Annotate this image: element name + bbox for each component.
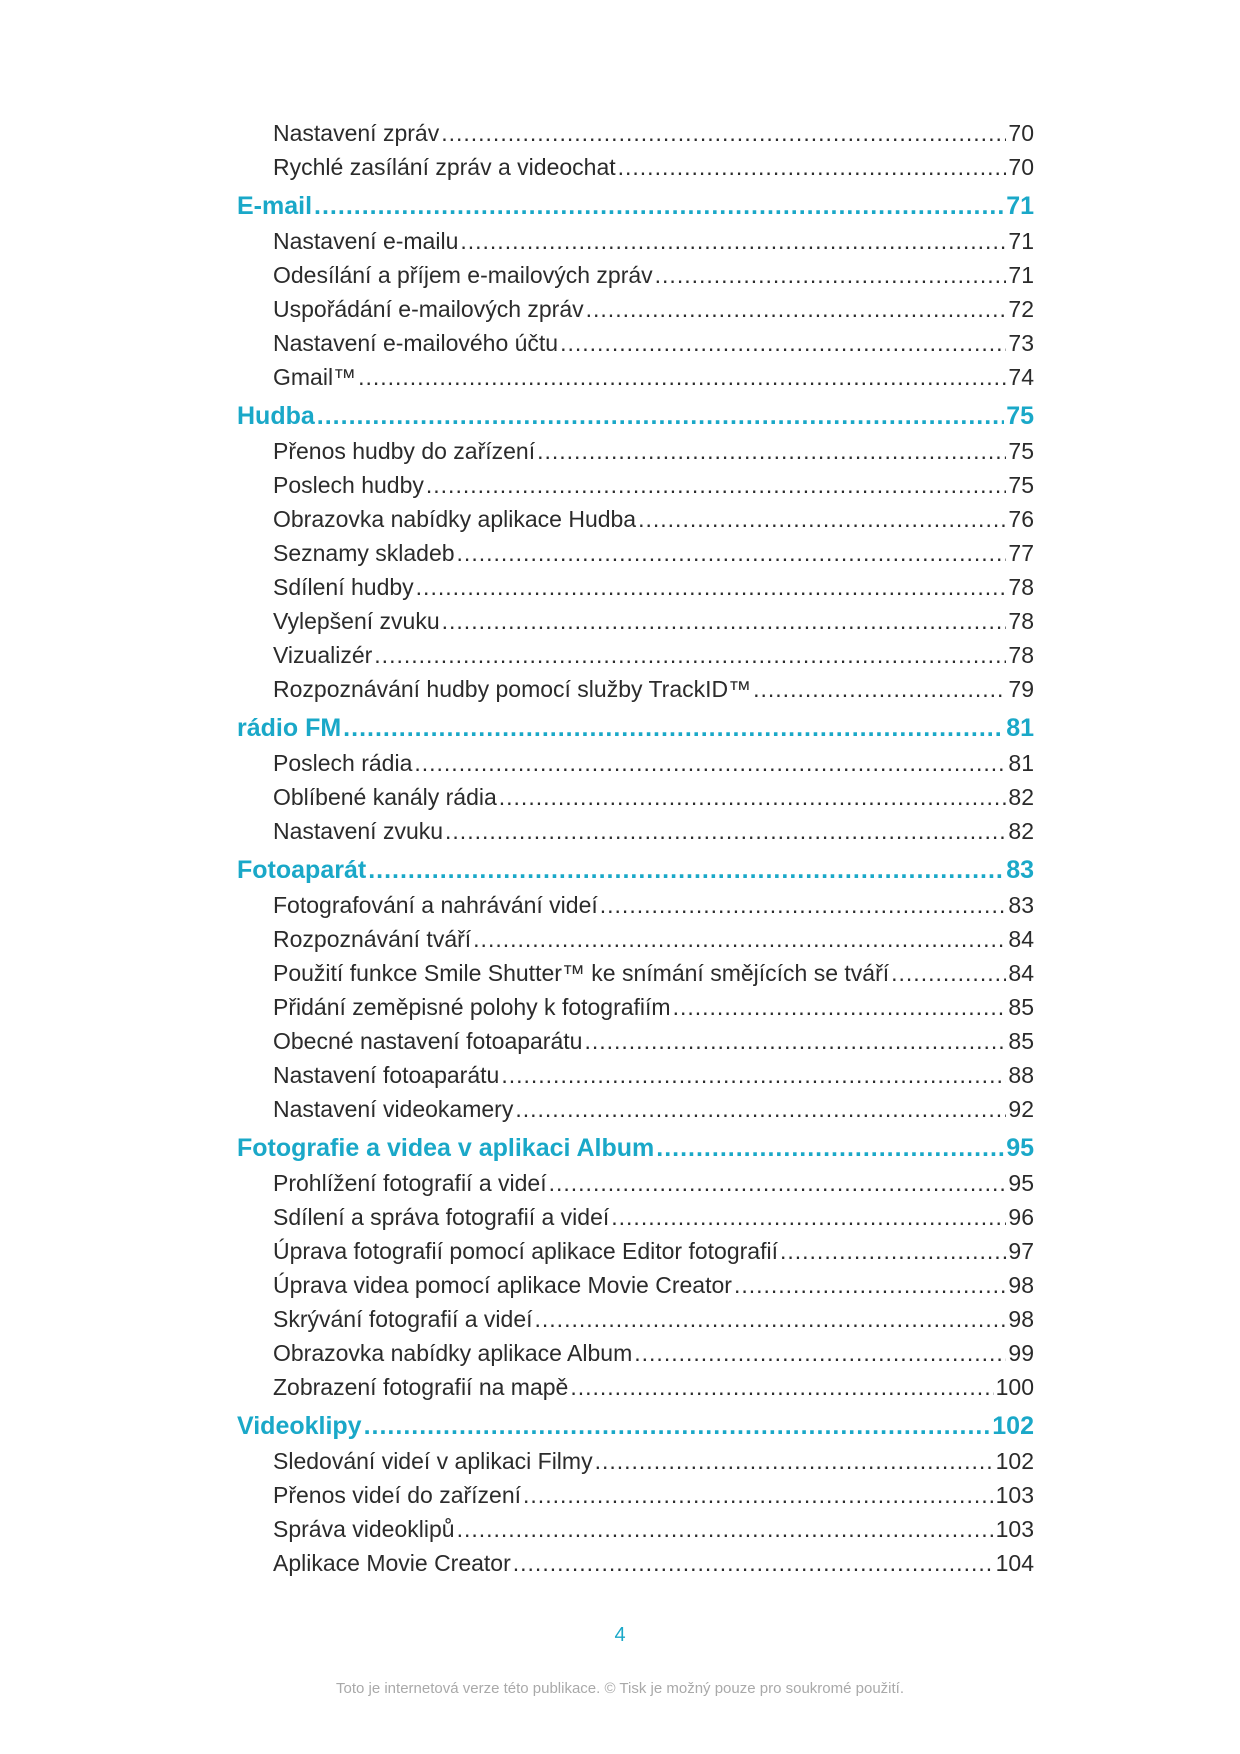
page-number: 4 [614, 1624, 626, 1646]
dot-leader [445, 814, 1006, 848]
toc-title: Úprava videa pomocí aplikace Movie Creator [273, 1272, 732, 1298]
toc-page-number: 81 [1006, 714, 1034, 742]
dot-leader [655, 258, 1007, 292]
toc-entry-link[interactable] [237, 888, 1034, 922]
dot-leader [560, 326, 1006, 360]
dot-leader [618, 150, 1007, 184]
toc-page-number: 76 [1008, 506, 1034, 532]
dot-leader [426, 468, 1007, 502]
toc-entry-link[interactable] [237, 570, 1034, 604]
toc-entry-link[interactable] [237, 746, 1034, 780]
dot-leader [416, 570, 1007, 604]
dot-leader [523, 1478, 994, 1512]
toc-entry-link[interactable] [237, 258, 1034, 292]
toc-entry-link[interactable] [237, 1546, 1034, 1580]
toc-entry-link[interactable] [237, 360, 1034, 394]
dot-leader [891, 956, 1006, 990]
dot-leader [611, 1200, 1006, 1234]
toc-title: Oblíbené kanály rádia [273, 784, 497, 810]
dot-leader [584, 1024, 1006, 1058]
toc-page-number: 71 [1006, 192, 1034, 220]
toc-page-number: 83 [1008, 892, 1034, 918]
toc-entry-link[interactable] [237, 1512, 1034, 1546]
toc-page-number: 98 [1008, 1272, 1034, 1298]
toc-entry-link[interactable] [237, 1166, 1034, 1200]
toc-title: Rozpoznávání hudby pomocí služby TrackID™ [273, 676, 752, 702]
toc-title: Nastavení zvuku [273, 818, 444, 844]
toc-entry-link[interactable] [237, 990, 1034, 1024]
toc-title: Rozpoznávání tváří [273, 926, 472, 952]
dot-leader [570, 1370, 993, 1404]
toc-title: Použití funkce Smile Shutter™ ke snímání smějících se tváří [273, 960, 890, 986]
toc-page-number: 79 [1008, 676, 1034, 702]
toc-page-number: 97 [1008, 1238, 1034, 1264]
toc-page-number: 95 [1008, 1170, 1034, 1196]
toc-title: Obecné nastavení fotoaparátu [273, 1028, 583, 1054]
toc-title: Zobrazení fotografií na mapě [273, 1374, 569, 1400]
toc-entry-link[interactable] [237, 672, 1034, 706]
toc-title: Uspořádání e-mailových zpráv [273, 296, 584, 322]
toc-title: Přidání zeměpisné polohy k fotografiím [273, 994, 671, 1020]
toc-page-number: 85 [1008, 994, 1034, 1020]
toc-page-number: 99 [1008, 1340, 1034, 1366]
toc-entry-link[interactable] [237, 326, 1034, 360]
toc-page-number: 75 [1008, 472, 1034, 498]
toc-entry-link[interactable] [237, 292, 1034, 326]
dot-leader [537, 434, 1006, 468]
toc-title: Přenos videí do zařízení [273, 1482, 522, 1508]
toc-title: Nastavení e-mailového účtu [273, 330, 559, 356]
toc-entry-link[interactable] [237, 1200, 1034, 1234]
toc-page-number: 75 [1006, 402, 1034, 430]
toc-title: Seznamy skladeb [273, 540, 455, 566]
toc-page-number: 103 [995, 1482, 1034, 1508]
toc-page-number: 71 [1008, 228, 1034, 254]
toc-entry-link[interactable] [237, 536, 1034, 570]
toc-entry-link[interactable] [237, 1302, 1034, 1336]
toc-page-number: 103 [995, 1516, 1034, 1542]
dot-leader [358, 360, 1006, 394]
toc-page-number: 73 [1008, 330, 1034, 356]
toc-title: Poslech hudby [273, 472, 424, 498]
toc-page-number: 102 [995, 1448, 1034, 1474]
toc-entry-link[interactable] [237, 638, 1034, 672]
dot-leader [499, 780, 1007, 814]
toc-title: rádio FM [237, 714, 342, 742]
toc-title: Sledování videí v aplikaci Filmy [273, 1448, 593, 1474]
toc-entry-link[interactable] [237, 1092, 1034, 1126]
dot-leader [317, 398, 1004, 434]
dot-leader [638, 502, 1006, 536]
dot-leader [513, 1546, 994, 1580]
toc-title: Videoklipy [237, 1412, 362, 1440]
dot-leader [549, 1166, 1007, 1200]
toc-chapter-link[interactable] [237, 1408, 1034, 1444]
dot-leader [753, 672, 1006, 706]
dot-leader [586, 292, 1007, 326]
toc-entry-link[interactable] [237, 604, 1034, 638]
dot-leader [780, 1234, 1006, 1268]
dot-leader [457, 536, 1007, 570]
dot-leader [600, 888, 1007, 922]
toc-entry-link[interactable] [237, 1444, 1034, 1478]
toc-entry-link[interactable] [237, 1234, 1034, 1268]
dot-leader [535, 1302, 1007, 1336]
dot-leader [441, 116, 1006, 150]
toc-page-number: 98 [1008, 1306, 1034, 1332]
toc-title: Nastavení zpráv [273, 120, 440, 146]
dot-leader [734, 1268, 1006, 1302]
toc-title: Hudba [237, 402, 315, 430]
dot-leader [473, 922, 1006, 956]
toc-entry-link[interactable] [237, 434, 1034, 468]
toc-title: E-mail [237, 192, 313, 220]
toc-title: Aplikace Movie Creator [273, 1550, 511, 1576]
toc-title: Fotografie a videa v aplikaci Album [237, 1134, 655, 1162]
toc-title: Nastavení videokamery [273, 1096, 514, 1122]
toc-title: Rychlé zasílání zpráv a videochat [273, 154, 616, 180]
toc-page-number: 75 [1008, 438, 1034, 464]
toc-entry-link[interactable] [237, 922, 1034, 956]
toc-page-number: 84 [1008, 960, 1034, 986]
toc-page-number: 104 [995, 1550, 1034, 1576]
dot-leader [442, 604, 1007, 638]
toc-chapter-link[interactable] [237, 188, 1034, 224]
toc-title: Úprava fotografií pomocí aplikace Editor fotografií [273, 1238, 778, 1264]
toc-title: Sdílení hudby [273, 574, 414, 600]
footer-note: Toto je internetová verze této publikace. © Tisk je možný pouze pro soukromé použití. [335, 1680, 904, 1697]
toc-title: Vylepšení zvuku [273, 608, 440, 634]
toc-page-number: 92 [1008, 1096, 1034, 1122]
toc-page-number: 82 [1008, 818, 1034, 844]
toc-title: Obrazovka nabídky aplikace Album [273, 1340, 633, 1366]
toc-title: Vizualizér [273, 642, 373, 668]
toc-entry-link[interactable] [237, 1268, 1034, 1302]
toc-title: Gmail™ [273, 364, 357, 390]
dot-leader [414, 746, 1006, 780]
toc-page-number: 72 [1008, 296, 1034, 322]
toc-page-number: 81 [1008, 750, 1034, 776]
toc-page-number: 95 [1006, 1134, 1034, 1162]
toc-title: Poslech rádia [273, 750, 413, 776]
toc-title: Přenos hudby do zařízení [273, 438, 536, 464]
toc-entry-link[interactable] [237, 1058, 1034, 1092]
toc-title: Nastavení e-mailu [273, 228, 459, 254]
dot-leader [656, 1130, 1004, 1166]
toc-title: Odesílání a příjem e-mailových zpráv [273, 262, 653, 288]
toc-page-number: 70 [1008, 154, 1034, 180]
toc-page-number: 100 [995, 1374, 1034, 1400]
toc-entry-link[interactable] [237, 1370, 1034, 1404]
toc-entry-link[interactable] [237, 814, 1034, 848]
dot-leader [314, 188, 1004, 224]
dot-leader [673, 990, 1007, 1024]
dot-leader [501, 1058, 1006, 1092]
dot-leader [595, 1444, 994, 1478]
toc-chapter-link[interactable] [237, 852, 1034, 888]
toc-entry-link[interactable] [237, 468, 1034, 502]
dot-leader [634, 1336, 1006, 1370]
toc-page-number: 78 [1008, 574, 1034, 600]
toc-title: Fotografování a nahrávání videí [273, 892, 598, 918]
table-of-contents [237, 116, 1034, 1580]
toc-page-number: 78 [1008, 608, 1034, 634]
toc-page-number: 78 [1008, 642, 1034, 668]
dot-leader [374, 638, 1006, 672]
dot-leader [368, 852, 1004, 888]
toc-entry-link[interactable] [237, 116, 1034, 150]
toc-title: Skrývání fotografií a videí [273, 1306, 533, 1332]
toc-chapter-link[interactable] [237, 710, 1034, 746]
dot-leader [457, 1512, 994, 1546]
toc-page-number: 82 [1008, 784, 1034, 810]
toc-page-number: 70 [1008, 120, 1034, 146]
toc-page-number: 71 [1008, 262, 1034, 288]
toc-entry-link[interactable] [237, 150, 1034, 184]
toc-page-number: 84 [1008, 926, 1034, 952]
toc-entry-link[interactable] [237, 502, 1034, 536]
toc-title: Fotoaparát [237, 856, 367, 884]
toc-title: Nastavení fotoaparátu [273, 1062, 500, 1088]
toc-chapter-link[interactable] [237, 1130, 1034, 1166]
toc-entry-link[interactable] [237, 1336, 1034, 1370]
toc-entry-link[interactable] [237, 1024, 1034, 1058]
toc-entry-link[interactable] [237, 1478, 1034, 1512]
toc-entry-link[interactable] [237, 956, 1034, 990]
toc-entry-link[interactable] [237, 224, 1034, 258]
toc-page-number: 83 [1006, 856, 1034, 884]
dot-leader [515, 1092, 1006, 1126]
toc-page-number: 88 [1008, 1062, 1034, 1088]
toc-title: Správa videoklipů [273, 1516, 455, 1542]
toc-page-number: 85 [1008, 1028, 1034, 1054]
toc-title: Sdílení a správa fotografií a videí [273, 1204, 610, 1230]
toc-title: Prohlížení fotografií a videí [273, 1170, 547, 1196]
toc-entry-link[interactable] [237, 780, 1034, 814]
dot-leader [343, 710, 1004, 746]
toc-page-number: 96 [1008, 1204, 1034, 1230]
dot-leader [364, 1408, 991, 1444]
toc-page-number: 102 [992, 1412, 1034, 1440]
toc-page-number: 77 [1008, 540, 1034, 566]
toc-page-number: 74 [1008, 364, 1034, 390]
toc-chapter-link[interactable] [237, 398, 1034, 434]
toc-title: Obrazovka nabídky aplikace Hudba [273, 506, 637, 532]
dot-leader [460, 224, 1006, 258]
